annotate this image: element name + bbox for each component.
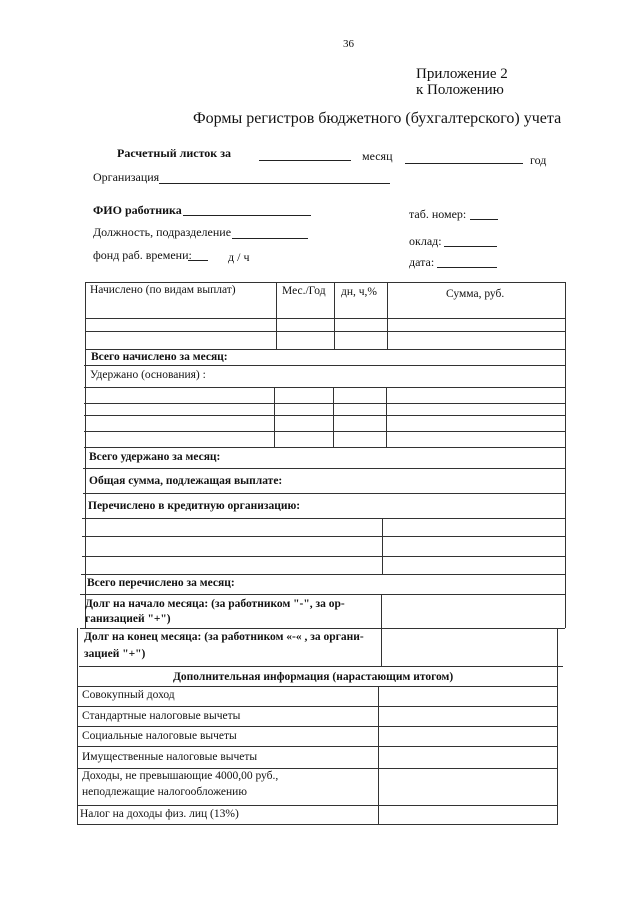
total-withheld-label: Всего удержано за месяц: [89, 451, 221, 463]
row-divider [77, 706, 558, 707]
row-divider [79, 666, 563, 667]
year-label: год [530, 153, 547, 167]
employee-name-blank[interactable] [183, 215, 311, 216]
row-divider [77, 746, 558, 747]
row-divider [84, 403, 565, 404]
debt-end-label-1: Долг на конец месяца: (за работником «-« , за органи- [84, 631, 364, 643]
col-header-month-year: Мес./Год [282, 285, 326, 297]
organization-blank[interactable] [159, 183, 390, 184]
debt-start-label-2: ганизацией "+") [85, 613, 171, 625]
tab-number-label: таб. номер: [409, 207, 467, 221]
payslip-period-blank[interactable] [259, 160, 351, 161]
date-blank[interactable] [437, 267, 497, 268]
organization-label: Организация [93, 170, 160, 184]
row-divider [82, 536, 565, 537]
row-divider [80, 594, 565, 595]
appendix-line-2: к Положению [416, 82, 504, 98]
row-divider [84, 387, 565, 388]
col-divider [386, 387, 387, 447]
withheld-label: Удержано (основания) : [90, 369, 206, 381]
row-divider [85, 349, 565, 350]
page-number: 36 [343, 38, 354, 50]
total-payable-label: Общая сумма, подлежащая выплате: [89, 475, 283, 487]
row-divider [85, 282, 565, 283]
col-divider [382, 518, 383, 574]
col-header-days-hours: дн, ч,% [341, 286, 377, 298]
row-total-income: Совокупный доход [82, 689, 175, 701]
debt-end-label-2: зацией "+") [84, 648, 146, 660]
row-property-deductions: Имущественные налоговые вычеты [82, 751, 258, 763]
row-divider [77, 768, 558, 769]
row-divider [83, 468, 565, 469]
employee-name-label: ФИО работника [93, 203, 182, 217]
position-blank[interactable] [232, 238, 308, 239]
row-divider [84, 431, 565, 432]
row-divider [85, 331, 565, 332]
work-time-fund-blank[interactable] [188, 260, 208, 261]
table-right-border [565, 282, 566, 628]
col-divider [378, 686, 379, 824]
row-divider [77, 686, 558, 687]
year-blank[interactable] [405, 163, 523, 164]
row-standard-deductions: Стандартные налоговые вычеты [82, 710, 241, 722]
row-divider [77, 805, 558, 806]
salary-label: оклад: [409, 234, 442, 248]
col-divider [276, 282, 277, 349]
col-header-sum: Сумма, руб. [446, 288, 505, 300]
additional-info-heading: Дополнительная информация (нарастающим итогом) [173, 671, 454, 683]
row-divider [82, 556, 565, 557]
col-divider [274, 387, 275, 447]
salary-blank[interactable] [444, 246, 497, 247]
row-divider [83, 493, 565, 494]
row-social-deductions: Социальные налоговые вычеты [82, 730, 237, 742]
row-divider [81, 574, 565, 575]
payslip-for-label: Расчетный листок за [117, 146, 232, 160]
row-divider [82, 518, 565, 519]
debt-start-label-1: Долг на начало месяца: (за работником "-", за ор- [85, 598, 345, 610]
page-title: Формы регистров бюджетного (бухгалтерского) учета [193, 110, 562, 127]
row-income-tax: Налог на доходы физ. лиц (13%) [80, 808, 239, 820]
position-label: Должность, подразделение [93, 225, 232, 239]
row-divider [84, 365, 565, 366]
col-divider [387, 282, 388, 349]
days-hours-label: д / ч [228, 250, 250, 264]
table-left-border [85, 282, 86, 628]
transferred-label: Перечислено в кредитную организацию: [88, 500, 301, 512]
row-non-taxable-income-2: неподлежащие налогообложению [82, 786, 247, 798]
row-divider [85, 318, 565, 319]
tab-number-blank[interactable] [470, 219, 498, 220]
row-divider [77, 824, 558, 825]
month-label: месяц [362, 149, 393, 163]
total-accrued-label: Всего начислено за месяц: [91, 351, 228, 363]
col-divider [381, 594, 382, 666]
row-divider [80, 628, 565, 629]
row-divider [77, 726, 558, 727]
total-transferred-label: Всего перечислено за месяц: [87, 577, 235, 589]
appendix-line-1: Приложение 2 [416, 66, 508, 82]
col-header-accrued: Начислено (по видам выплат) [90, 284, 236, 296]
work-time-fund-label: фонд раб. времени: [93, 248, 192, 262]
row-non-taxable-income-1: Доходы, не превышающие 4000,00 руб., [82, 770, 279, 782]
col-divider [333, 387, 334, 447]
col-divider [334, 282, 335, 349]
row-divider [84, 447, 565, 448]
date-label: дата: [409, 255, 435, 269]
row-divider [84, 415, 565, 416]
